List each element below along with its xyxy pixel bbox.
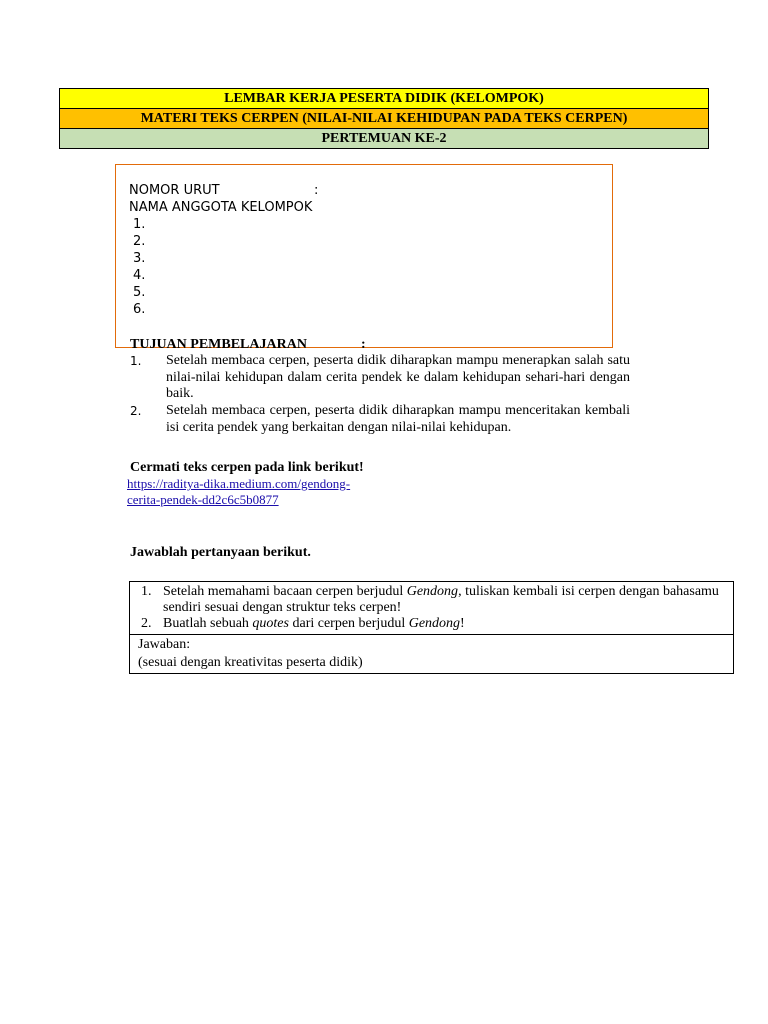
questions-row [130, 582, 733, 635]
question-text: Setelah memahami bacaan cerpen berjudul [163, 584, 407, 599]
question-text: , tuliskan kembali isi cerpen dengan bahasamu sendiri sesuai dengan struktur teks cerpen! [163, 584, 719, 615]
objectives-colon: : [361, 337, 366, 352]
objectives-title: TUJUAN PEMBELAJARAN [130, 337, 307, 352]
story-title: Gendong [406, 584, 459, 599]
objective-number: 2. [130, 404, 142, 418]
question-text: dari cerpen berjudul [288, 616, 409, 631]
story-link-continued[interactable]: cerita-pendek-dd2c6c5b0877 [127, 492, 279, 507]
objective-item [130, 403, 630, 436]
header-title: LEMBAR KERJA PESERTA DIDIK (KELOMPOK) [60, 89, 708, 109]
member-number: 6. [133, 302, 146, 317]
questions-table [129, 581, 734, 674]
header-meeting: PERTEMUAN KE-2 [60, 129, 708, 148]
member-number: 2. [133, 234, 146, 249]
answer-label: Jawaban: [138, 637, 191, 652]
answer-row [130, 635, 733, 673]
header-material: MATERI TEKS CERPEN (NILAI-NILAI KEHIDUPAN PADA TEKS CERPEN) [60, 109, 708, 129]
nama-anggota-label: NAMA ANGGOTA KELOMPOK [129, 200, 313, 215]
question-number: 2. [141, 616, 152, 631]
question-text: ! [460, 616, 465, 631]
member-number: 1. [133, 217, 146, 232]
member-number: 5. [133, 285, 146, 300]
question-number: 1. [141, 584, 152, 599]
objective-text: Setelah membaca cerpen, peserta didik diharapkan mampu menceritakan kembali isi cerita pendek yang berkaitan dengan nilai-nilai kehidupan. [166, 403, 630, 435]
question-text: Buatlah sebuah [163, 616, 253, 631]
objective-number: 1. [130, 354, 142, 368]
nomor-urut-colon: : [314, 183, 319, 198]
quotes-word: quotes [252, 616, 289, 631]
answer-text: (sesuai dengan kreativitas peserta didik) [138, 655, 363, 670]
worksheet-header [59, 88, 709, 149]
objective-item [130, 353, 630, 403]
question-item [138, 616, 725, 632]
story-title: Gendong [408, 616, 461, 631]
objective-text: Setelah membaca cerpen, peserta didik diharapkan mampu menerapkan salah satu nilai-nilai kehidupan dalam cerita pendek ke dalam kehidupan sehari-hari dengan baik. [166, 353, 630, 401]
question-item [138, 584, 725, 616]
nomor-urut-label: NOMOR URUT [129, 183, 220, 198]
story-link[interactable]: https://raditya-dika.medium.com/gendong- [127, 476, 351, 491]
reading-instruction: Cermati teks cerpen pada link berikut! [130, 460, 364, 475]
member-number: 3. [133, 251, 146, 266]
member-number: 4. [133, 268, 146, 283]
questions-instruction: Jawablah pertanyaan berikut. [130, 545, 311, 560]
